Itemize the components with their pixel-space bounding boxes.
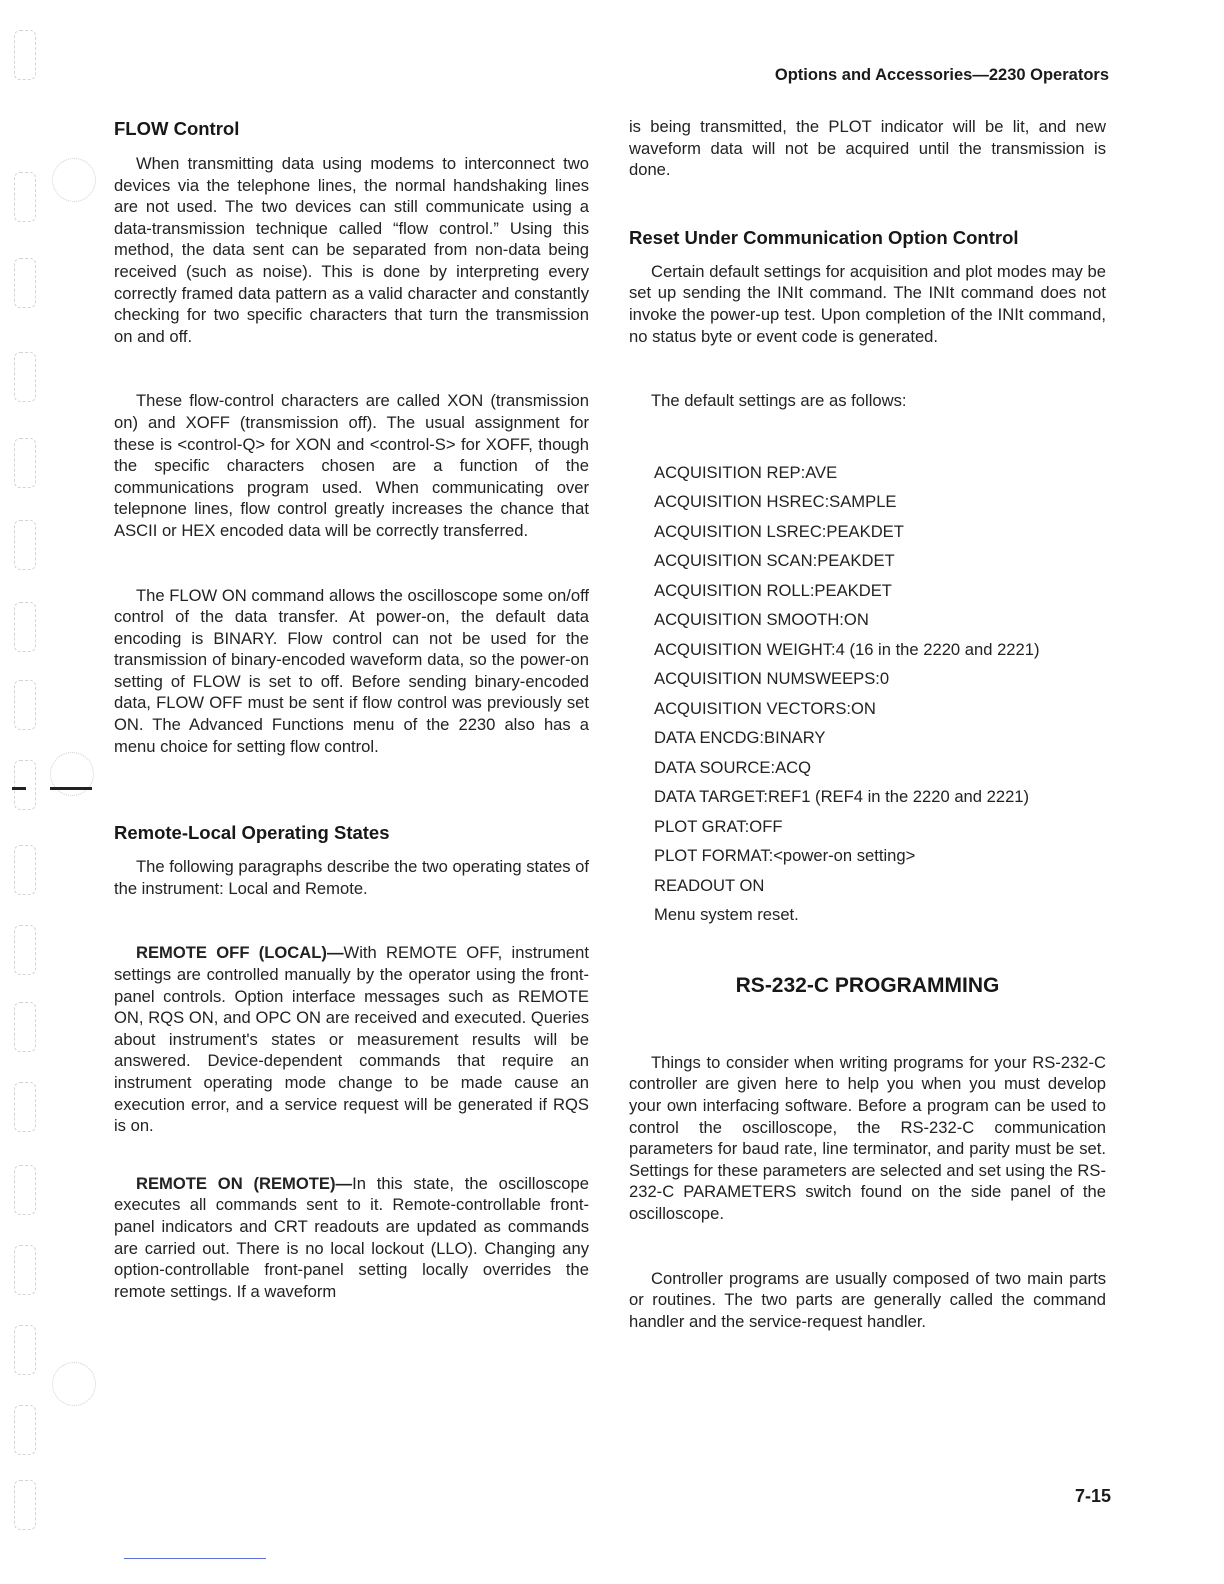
running-header: Options and Accessories—2230 Operators xyxy=(774,66,1109,84)
remote-on-paragraph xyxy=(114,1173,589,1303)
default-setting: ACQUISITION REP:AVE xyxy=(654,462,838,482)
default-setting: ACQUISITION ROLL:PEAKDET xyxy=(654,580,892,600)
rs232-paragraph-1: Things to consider when writing programs for your RS-232-C controller are given here to help you when you must develop your own interfacing software. Before a program can be used to control the oscilloscope, the RS-232-C communication parameters for baud rate, line terminator, and parity must be set. Settings for these parameters are selected and set using the RS-232-C PARAMETERS switch found on the side panel of the oscilloscope. xyxy=(629,1052,1106,1223)
flow-control-paragraph-3: The FLOW ON command allows the oscilloscope some on/off control of the data transfer. At power-on, the default data encoding is BINARY. Flow control can not be used for the transmission of binary-encoded waveform data, so the power-on setting of FLOW is set to off. Before sending binary-encoded data, FLOW OFF must be sent if flow control was previously set ON. The Advanced Functions menu of the 2230 also has a menu choice for setting flow control. xyxy=(114,585,589,756)
continuation-paragraph: is being transmitted, the PLOT indicator will be lit, and new waveform data will not be acquired until the transmission is done. xyxy=(629,117,1106,180)
rs232-programming-heading: RS-232-C PROGRAMMING xyxy=(735,973,1000,997)
reset-heading: Reset Under Communication Option Control xyxy=(629,226,1019,248)
default-setting: PLOT FORMAT:<power-on setting> xyxy=(654,846,916,866)
default-setting: ACQUISITION VECTORS:ON xyxy=(654,698,876,718)
rs232-paragraph-2: Controller programs are usually composed of two main parts or routines. The two parts are generally called the command handler and the service-request handler. xyxy=(629,1268,1106,1331)
default-setting: ACQUISITION WEIGHT:4 (16 in the 2220 and 2221) xyxy=(654,639,1040,659)
remote-local-intro: The following paragraphs describe the two operating states of the instrument: Local and Remote. xyxy=(114,857,589,898)
default-setting: Menu system reset. xyxy=(654,905,799,925)
flow-control-paragraph-2: These flow-control characters are called XON (transmission on) and XOFF (transmission off). The usual assignment for these is <control-Q> for XON and <control-S> for XOFF, though the specific characters chosen are a function of the communications program used. When communicating over telepnone lines, flow control greatly increases the chance that ASCII or HEX encoded data will be correctly transferred. xyxy=(114,391,589,540)
remote-local-heading: Remote-Local Operating States xyxy=(114,822,390,844)
default-setting: ACQUISITION SCAN:PEAKDET xyxy=(654,551,895,571)
default-setting: ACQUISITION NUMSWEEPS:0 xyxy=(654,669,890,689)
left-column xyxy=(114,116,589,1302)
remote-on-text: In this state, the oscilloscope executes all commands sent to it. Remote-controllable front-panel indicators and CRT readouts are updated as commands are carried out. There is no local lockout (LLO). Changing any option-controllable front-panel setting locally overrides the remote settings. If a waveform xyxy=(114,1173,589,1301)
remote-off-text: With REMOTE OFF, instrument settings are controlled manually by the operator using the front-panel controls. Option interface messages such as REMOTE ON, RQS ON, and OPC ON are received and executed. Queries about instrument's states or measurement results will be answered. Device-dependent commands that require an instrument operating mode change to be made cause an execution error, and a service request will be generated if RQS is on. xyxy=(114,943,590,1136)
page-number: 7-15 xyxy=(1074,1486,1111,1506)
flow-control-heading: FLOW Control xyxy=(114,118,240,139)
defaults-intro: The default settings are as follows: xyxy=(651,391,907,411)
binder-ring-top xyxy=(52,158,96,202)
default-setting: DATA SOURCE:ACQ xyxy=(654,757,812,777)
footer-rule xyxy=(124,1558,266,1559)
default-setting: ACQUISITION SMOOTH:ON xyxy=(654,610,869,630)
remote-off-paragraph xyxy=(114,942,589,1136)
margin-tab-mark xyxy=(12,787,92,791)
default-setting: READOUT ON xyxy=(654,875,765,895)
default-setting: ACQUISITION HSREC:SAMPLE xyxy=(654,492,897,512)
flow-control-paragraph-1: When transmitting data using modems to interconnect two devices via the telephone lines, the normal handshaking lines are not used. The two devices can still communicate using a data-transmission technique called “flow control.” Using this method, the data sent can be separated from non-data being received (such as noise). This is done by interpreting every correctly framed data pattern as a valid character and constantly checking for two specific characters that turn the transmission on and off. xyxy=(114,154,589,346)
default-settings-list xyxy=(629,458,1106,930)
remote-on-label: REMOTE ON (REMOTE)— xyxy=(136,1173,353,1193)
default-setting: PLOT GRAT:OFF xyxy=(654,816,783,836)
default-setting: DATA ENCDG:BINARY xyxy=(654,728,826,748)
default-setting: DATA TARGET:REF1 (REF4 in the 2220 and 2221) xyxy=(654,787,1030,807)
remote-off-label: REMOTE OFF (LOCAL)— xyxy=(136,943,344,963)
binder-ring-bottom xyxy=(52,1362,96,1406)
default-setting: ACQUISITION LSREC:PEAKDET xyxy=(654,521,904,541)
right-column xyxy=(629,116,1106,1332)
binder-holes xyxy=(14,30,40,1490)
reset-paragraph: Certain default settings for acquisition and plot modes may be set up sending the INIt command. The INIt command does not invoke the power-up test. Upon completion of the INIt command, no status byte or event code is generated. xyxy=(629,261,1106,346)
